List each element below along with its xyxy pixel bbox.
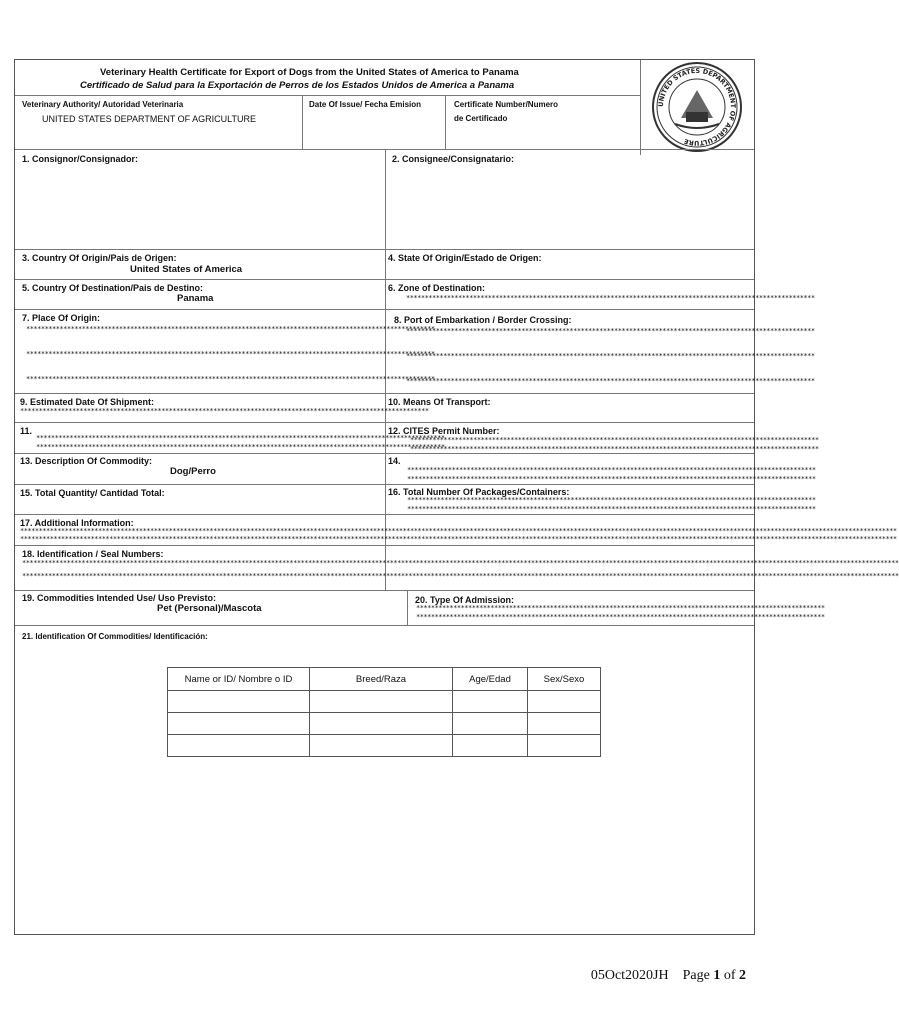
- page-word: Page: [682, 968, 710, 983]
- authority-label: Veterinary Authority/ Autoridad Veterinaria: [22, 100, 184, 109]
- field-21-identification-commodities: 21. Identification Of Commodities/ Identificación:: [22, 632, 208, 641]
- cert-number-label-2: de Certificado: [454, 114, 508, 123]
- table-header-row: [168, 668, 601, 691]
- field-2-consignee: 2. Consignee/Consignatario:: [392, 154, 515, 164]
- field-9-shipment-date: 9. Estimated Date Of Shipment:: [20, 397, 155, 407]
- col-age: Age/Edad: [453, 668, 528, 691]
- field-5-value: Panama: [177, 293, 214, 304]
- field-4-state-origin: 4. State Of Origin/Estado de Origen:: [388, 253, 542, 263]
- page-footer: [591, 968, 746, 984]
- usda-seal-box: [640, 60, 755, 155]
- identification-table: [167, 667, 601, 757]
- date-issue-label: Date Of Issue/ Fecha Emision: [309, 100, 422, 109]
- table-row: [168, 735, 601, 757]
- table-row: [168, 713, 601, 735]
- usda-seal-icon: [641, 60, 753, 155]
- field-10-transport: 10. Means Of Transport:: [388, 397, 491, 407]
- field-13-value: Dog/Perro: [170, 466, 216, 477]
- field-7-place-origin: 7. Place Of Origin:: [22, 313, 101, 323]
- field-14: 14.: [388, 456, 401, 466]
- field-6-stars: **************************************************************************************************************: [406, 294, 815, 302]
- doc-code: 05Oct2020JH: [590, 968, 669, 983]
- field-8-port-embarkation: 8. Port of Embarkation / Border Crossing:: [394, 315, 572, 325]
- field-17-additional-info: 17. Additional Information:: [20, 518, 134, 528]
- field-20-admission: 20. Type Of Admission:: [415, 595, 515, 605]
- field-13-description: 13. Description Of Commodity:: [20, 456, 153, 466]
- cert-number-label-1: Certificate Number/Numero: [454, 100, 559, 109]
- of-word: of: [723, 968, 736, 983]
- field-1-consignor: 1. Consignor/Consignador:: [22, 154, 138, 164]
- field-19-intended-use: 19. Commodities Intended Use/ Uso Previsto:: [22, 593, 217, 603]
- field-12-cites: 12. CITES Permit Number:: [388, 426, 500, 436]
- field-3-country-origin: 3. Country Of Origin/Pais de Origen:: [22, 253, 177, 263]
- page-number: 1: [713, 968, 721, 983]
- field-3-value: United States of America: [130, 264, 243, 275]
- field-5-country-destination: 5. Country Of Destination/Pais de Destino:: [22, 283, 204, 293]
- field-6-zone-destination: 6. Zone of Destination:: [388, 283, 486, 293]
- authority-value: UNITED STATES DEPARTMENT OF AGRICULTURE: [42, 114, 257, 124]
- field-18-identification: 18. Identification / Seal Numbers:: [22, 549, 164, 559]
- page-total: 2: [739, 968, 746, 983]
- title-spanish: Certificado de Salud para la Exportación de Perros de los Estados Unidos de America a Panama: [80, 80, 515, 91]
- col-sex: Sex/Sexo: [528, 668, 601, 691]
- field-15-total-quantity: 15. Total Quantity/ Cantidad Total:: [20, 488, 165, 498]
- col-breed: Breed/Raza: [310, 668, 453, 691]
- table-row: [168, 691, 601, 713]
- title-english: Veterinary Health Certificate for Export of Dogs from the United States of America to Panama: [100, 67, 519, 78]
- field-11: 11.: [20, 426, 33, 436]
- field-19-value: Pet (Personal)/Mascota: [157, 603, 262, 614]
- seal-text: UNITED STATES DEPARTMENT OF AGRICULTURE: [656, 66, 738, 148]
- field-16-packages: 16. Total Number Of Packages/Containers:: [388, 487, 570, 497]
- col-name-id: Name or ID/ Nombre o ID: [168, 668, 310, 691]
